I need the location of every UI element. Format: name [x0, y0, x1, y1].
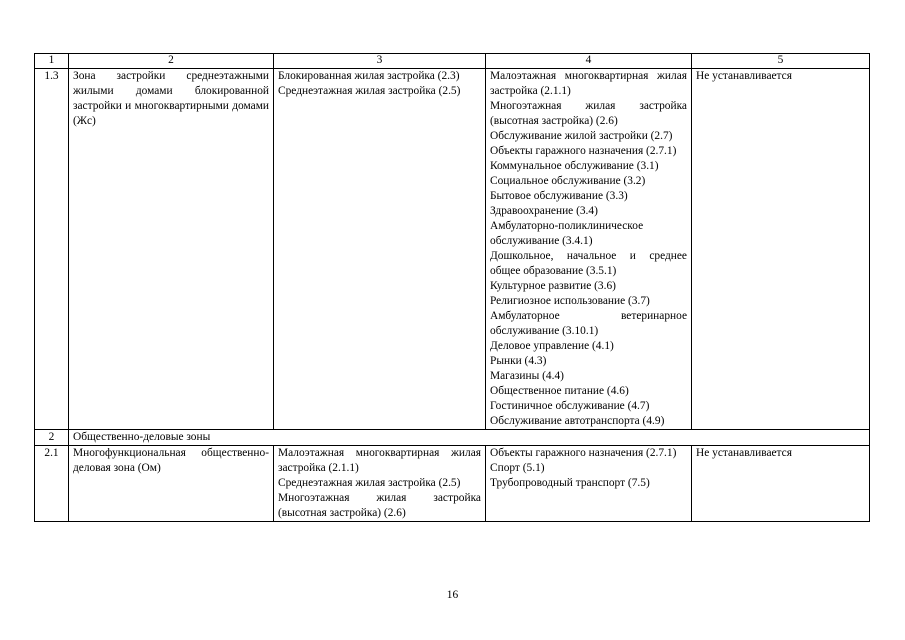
auxiliary-uses-cell: Не устанавливается	[692, 69, 870, 430]
header-cell-4: 4	[486, 54, 692, 69]
header-cell-2: 2	[69, 54, 274, 69]
header-cell-5: 5	[692, 54, 870, 69]
conditional-use-item: Обслуживание автотранспорта (4.9)	[490, 415, 665, 427]
main-use-item: Среднеэтажная жилая застройка (2.5)	[278, 477, 461, 489]
conditional-use-item: Обслуживание жилой застройки (2.7)	[490, 130, 673, 142]
table-header-row	[35, 54, 870, 69]
conditional-use-item: Многоэтажная жилая застройка (высотная застройка) (2.6)	[490, 100, 687, 127]
conditional-use-item: Культурное развитие (3.6)	[490, 280, 616, 292]
section-number: 2	[35, 430, 69, 446]
main-use-item: Среднеэтажная жилая застройка (2.5)	[278, 85, 461, 97]
main-uses-cell	[274, 446, 486, 522]
conditional-use-item: Малоэтажная многоквартирная жилая застройка (2.1.1)	[490, 70, 687, 97]
conditional-uses-cell	[486, 69, 692, 430]
conditional-uses-cell	[486, 446, 692, 522]
zone-name: Зона застройки среднеэтажными жилыми домами блокированной застройки и многоквартирными домами (Жс)	[69, 69, 274, 430]
page-number: 16	[446, 589, 459, 601]
row-number: 2.1	[35, 446, 69, 522]
conditional-use-item: Социальное обслуживание (3.2)	[490, 175, 646, 187]
conditional-use-item: Амбулаторно-поликлиническое обслуживание (3.4.1)	[490, 220, 644, 247]
conditional-use-item: Здравоохранение (3.4)	[490, 205, 598, 217]
zone-name: Многофункциональная общественно-деловая зона (Ом)	[69, 446, 274, 522]
conditional-use-item: Гостиничное обслуживание (4.7)	[490, 400, 650, 412]
header-cell-1: 1	[35, 54, 69, 69]
zones-table	[34, 53, 870, 522]
conditional-use-item: Трубопроводный транспорт (7.5)	[490, 477, 650, 489]
conditional-use-item: Бытовое обслуживание (3.3)	[490, 190, 628, 202]
table-row-2-1	[35, 446, 870, 522]
conditional-use-item: Дошкольное, начальное и среднее общее образование (3.5.1)	[490, 250, 687, 277]
conditional-use-item: Объекты гаражного назначения (2.7.1)	[490, 145, 677, 157]
conditional-use-item: Объекты гаражного назначения (2.7.1)	[490, 447, 677, 459]
conditional-use-item: Магазины (4.4)	[490, 370, 564, 382]
section-title: Общественно-деловые зоны	[69, 430, 870, 446]
conditional-use-item: Амбулаторное ветеринарное обслуживание (3.10.1)	[490, 310, 687, 337]
conditional-use-item: Религиозное использование (3.7)	[490, 295, 650, 307]
main-uses-cell	[274, 69, 486, 430]
conditional-use-item: Деловое управление (4.1)	[490, 340, 614, 352]
table-row-1-3	[35, 69, 870, 430]
row-number: 1.3	[35, 69, 69, 430]
main-use-item: Многоэтажная жилая застройка (высотная застройка) (2.6)	[278, 492, 481, 519]
conditional-use-item: Рынки (4.3)	[490, 355, 547, 367]
header-cell-3: 3	[274, 54, 486, 69]
conditional-use-item: Коммунальное обслуживание (3.1)	[490, 160, 659, 172]
conditional-use-item: Спорт (5.1)	[490, 462, 545, 474]
main-use-item: Малоэтажная многоквартирная жилая застройка (2.1.1)	[278, 447, 481, 474]
section-row-2	[35, 430, 870, 446]
main-use-item: Блокированная жилая застройка (2.3)	[278, 70, 460, 82]
auxiliary-uses-cell: Не устанавливается	[692, 446, 870, 522]
conditional-use-item: Общественное питание (4.6)	[490, 385, 629, 397]
